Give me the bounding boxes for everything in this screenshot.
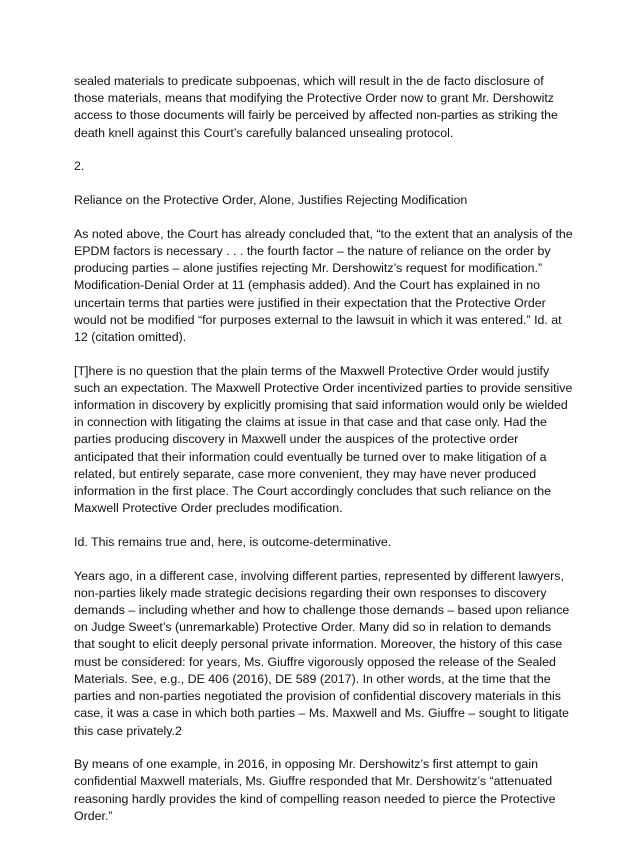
- paragraph-by-means-of-example: By means of one example, in 2016, in opposing Mr. Dershowitz’s first attempt to gain confidential Maxwell materials, Ms. Giuffre responded that Mr. Dershowitz’s “attenuated reasoning hardly provides the kind of compelling reason needed to pierce the Protective Order.”: [74, 757, 556, 823]
- block-quote-paragraph: [T]here is no question that the plain terms of the Maxwell Protective Order would justify such an expectation. The Maxwell Protective Order incentivized parties to provide sensitive information in discovery by explicitly promising that said information would only be wielded in connection with litigating the claims at issue in that case and that case only. Had the parties producing discovery in Maxwell under the auspices of the protective order anticipated that their information could eventually be turned over to make litigation of a related, but entirely separate, case more convenient, they may have never produced information in the first place. The Court accordingly concludes that such reliance on the Maxwell Protective Order precludes modification.: [74, 363, 573, 516]
- section-number: 2.: [74, 159, 85, 174]
- document-page: [74, 73, 574, 842]
- paragraph-sealed-materials: sealed materials to predicate subpoenas, which will result in the de facto disclosure of those materials, means that modifying the Protective Order now to grant Mr. Dershowitz access to those documents will fairly be perceived by affected non-parties as striking the death knell against this Court’s carefully balanced unsealing protocol.: [74, 74, 558, 140]
- section-heading: Reliance on the Protective Order, Alone, Justifies Rejecting Modification: [74, 193, 468, 208]
- paragraph-years-ago: Years ago, in a different case, involving different parties, represented by different lawyers, non-parties likely made strategic decisions regarding their own responses to discovery demands – including whether and how to challenge those demands – based upon reliance on Judge Sweet’s (unremarkable) Protective Order. Many did so in relation to demands that sought to elicit deeply personal private information. Moreover, the history of this case must be considered: for years, Ms. Giuffre vigorously opposed the release of the Sealed Materials. See, e.g., DE 406 (2016), DE 589 (2017). In other words, at the time that the parties and non-parties negotiated the provision of confidential discovery materials in this case, it was a case in which both parties – Ms. Maxwell and Ms. Giuffre – sought to litigate this case privately.2: [74, 568, 570, 738]
- paragraph-id-remains-true: Id. This remains true and, here, is outcome-determinative.: [74, 534, 392, 549]
- paragraph-as-noted-above: As noted above, the Court has already concluded that, “to the extent that an analysis of the EPDM factors is necessary . . . the fourth factor – the nature of reliance on the order by producing parties – alone justifies rejecting Mr. Dershowitz’s request for modification.” Modification-Denial Order at 11 (emphasis added). And the Court has explained in no uncertain terms that parties were justified in their expectation that the Protective Order would not be modified “for purposes external to the lawsuit in which it was entered.” Id. at 12 (citation omitted).: [74, 226, 573, 344]
